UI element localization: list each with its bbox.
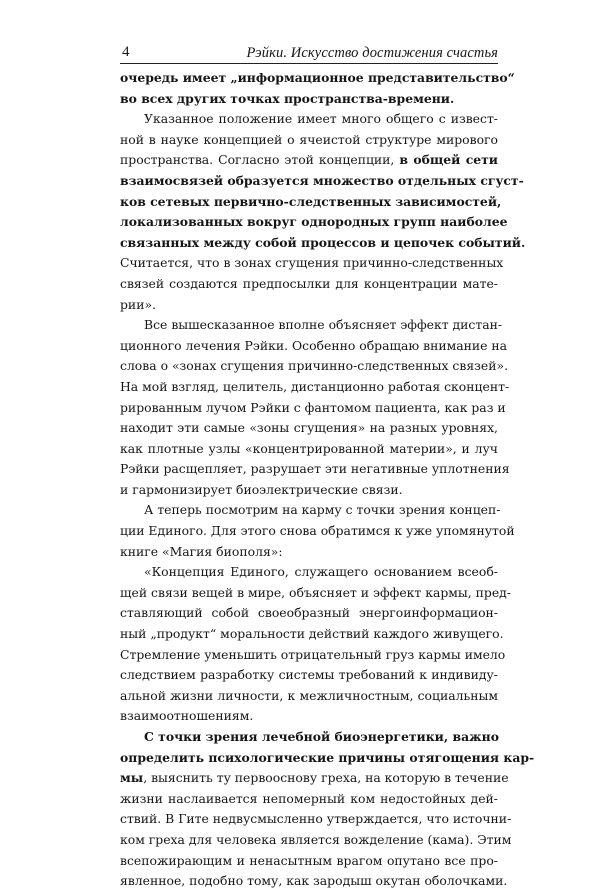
text-line: ной в науке концепцией о ячеистой структуре мирового xyxy=(120,131,498,147)
text-line: щей связи вещей в мире, объясняет и эффект кармы, пред- xyxy=(120,584,511,600)
text-line: явленное, подобно тому, как зародыш окутан оболочками. xyxy=(120,873,508,889)
text-line: ков сетевых первично-следственных зависимостей, xyxy=(120,193,502,209)
text-line: Все вышесказанное вполне объясняет эффект дистан- xyxy=(144,317,503,333)
bold-fragment: в общей сети xyxy=(399,152,498,168)
text-line: ком греха для человека является вожделение (кама). Этим xyxy=(120,831,512,847)
text-line: взаимосвязей образуется множество отдельных сгуст- xyxy=(120,172,524,188)
page-number: 4 xyxy=(122,44,130,60)
text-line: ствий. В Гите недвусмысленно утверждается, что источни- xyxy=(120,811,512,827)
text-line: и гармонизирует биоэлектрические связи. xyxy=(120,481,403,497)
text-line: как плотные узлы «концентрированной материи», и луч xyxy=(120,440,498,456)
text-line: связанных между собой процессов и цепочек событий. xyxy=(120,234,526,250)
text-line: жизни наслаивается непомерный ком недостойных дей- xyxy=(120,790,498,806)
text-line: очередь имеет „информационное представительство“ xyxy=(120,70,515,85)
text-line: ционного лечения Рэйки. Особенно обращаю внимание на xyxy=(120,337,508,353)
running-title: Рэйки. Искусство достижения счастья xyxy=(246,45,498,61)
text-line: рии». xyxy=(120,296,156,312)
text-line: книге «Магия биополя»: xyxy=(120,543,283,559)
text-line: ный „продукт“ моральности действий каждого живущего. xyxy=(120,626,504,642)
text-line: альной жизни личности, к межличностным, социальным xyxy=(120,687,498,703)
text-line: находит эти самые «зоны сгущения» на разных уровнях, xyxy=(120,420,498,436)
text-line: во всех других точках пространства-времени. xyxy=(120,90,455,106)
text-line: взаимоотношениям. xyxy=(120,708,254,724)
text-fragment: пространства. Согласно этой концепции, xyxy=(120,152,400,168)
text-line: «Концепция Единого, служащего основанием всеоб- xyxy=(144,564,498,580)
header-rule xyxy=(120,63,498,64)
text-line: слова о «зонах сгущения причинно-следственных связей». xyxy=(120,358,509,374)
text-line: следствием разработку системы требований к индивиду- xyxy=(120,667,498,683)
bold-fragment: мы xyxy=(120,770,144,786)
text-line: А теперь посмотрим на карму с точки зрения концеп- xyxy=(144,502,501,518)
text-line: рированным лучом Рэйки с фантомом пациента, как раз и xyxy=(120,399,506,415)
text-line: ции Единого. Для этого снова обратимся к уже упомянутой xyxy=(120,523,515,539)
text-line: локализованных вокруг однородных групп наиболее xyxy=(120,214,508,230)
text-line xyxy=(120,768,509,789)
text-line: Считается, что в зонах сгущения причинно-следственных xyxy=(120,255,504,271)
text-line: связей создаются предпосылки для концентрации мате- xyxy=(120,275,498,291)
text-line: Рэйки расщепляет, разрушает эти негативные уплотнения xyxy=(120,461,510,477)
page-body xyxy=(120,68,535,892)
text-fragment: , выяснить ту первооснову греха, на которую в течение xyxy=(143,770,509,786)
text-line: С точки зрения лечебной биоэнергетики, важно xyxy=(144,729,499,744)
text-line: На мой взгляд, целитель, дистанционно работая сконцент- xyxy=(120,378,510,394)
text-line: Указанное положение имеет много общего с извест- xyxy=(144,111,498,127)
text-line: Стремление уменьшить отрицательный груз кармы имело xyxy=(120,646,506,662)
text-line: всепожирающим и ненасытным врагом опутано все про- xyxy=(120,852,498,868)
text-line: ставляющий собой своеобразный энергоинформацион- xyxy=(120,605,498,621)
text-line: определить психологические причины отягощения кар- xyxy=(120,749,535,765)
text-line xyxy=(120,150,498,171)
